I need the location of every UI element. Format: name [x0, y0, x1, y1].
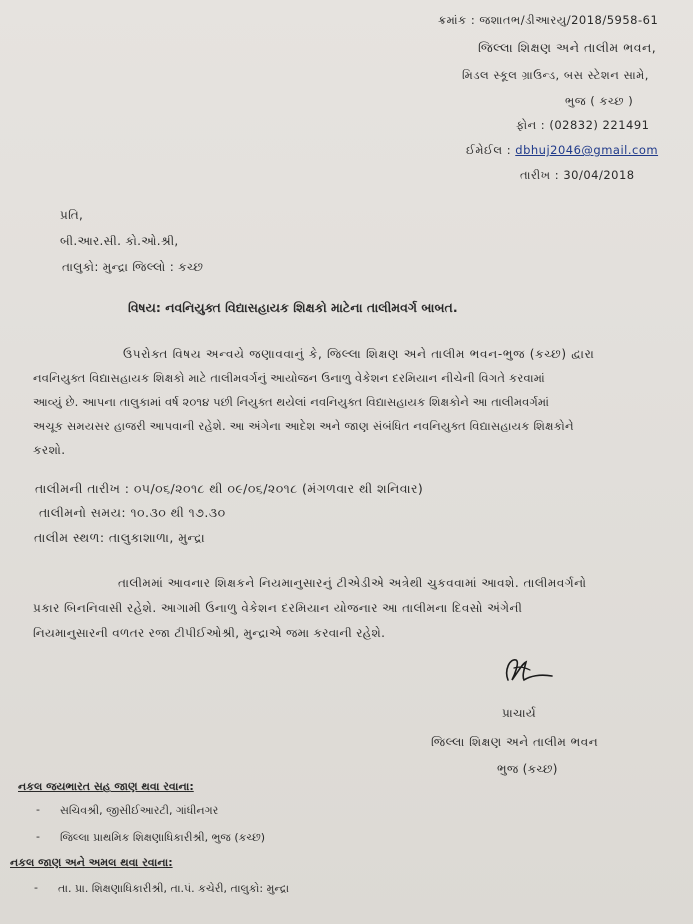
training-date: તાલીમની તારીખ : ૦૫/૦૬/૨૦૧૮ થી ૦૯/૦૬/૨૦૧૮ (મંગળવાર થી શનિવાર) [35, 481, 424, 496]
body1-line-3: આવ્યું છે. આપના તાલુકામાં વર્ષ ૨૦૧૪ પછી નિયુક્ત થયેલાં નવનિયુક્ત વિદ્યાસહાયક શિક્ષકોને આ તાલીમવર્ગમાં [33, 395, 550, 409]
date-line [520, 168, 635, 183]
copies-item-1: સચિવશ્રી, જીસીઈઆરટી, ગાંધીનગર [60, 804, 219, 817]
copies-heading-1: નકલ જયભારત સહ જાણ થવા રવાના: [18, 780, 194, 793]
body2-line-2: પ્રકાર બિનનિવાસી રહેશે. આગામી ઉનાળુ વેકેશન દરમિયાન યોજનાર આ તાલીમના દિવસો અંગેની [33, 601, 523, 615]
office-name: જિલ્લા શિક્ષણ અને તાલીમ ભવન, [478, 40, 657, 55]
office-city: ભુજ ( કચ્છ ) [565, 94, 634, 108]
copies-item-2: જિલ્લા પ્રાથમિક શિક્ષણાધિકારીશ્રી, ભુજ (કચ્છ) [60, 831, 266, 844]
training-place: તાલીમ સ્થળ: તાલુકાશાળા, મુન્દ્રા [34, 530, 206, 545]
body2-line-3: નિયમાનુસારની વળતર રજા ટીપીઈઓશ્રી, મુન્દ્રાએ જમા કરવાની રહેશે. [33, 626, 386, 640]
phone-label: ફોન : [516, 118, 546, 132]
body1-line-1: ઉપરોક્ત વિષય અન્વયે જણાવવાનું કે, જિલ્લા શિક્ષણ અને તાલીમ ભવન-ભુજ (કચ્છ) દ્વારા [123, 347, 595, 361]
copies-bullet: - [36, 830, 40, 843]
subject-line: વિષય: નવનિયુક્ત વિદ્યાસહાયક શિક્ષકો માટેના તાલીમવર્ગ બાબત. [128, 300, 458, 315]
copies-heading-2: નકલ જાણ અને અમલ થવા રવાના: [10, 856, 173, 869]
copies-bullet: - [36, 803, 40, 816]
phone-number: (02832) 221491 [549, 118, 650, 132]
email-line [466, 143, 658, 158]
body2-line-1: તાલીમમાં આવનાર શિક્ષકને નિયમાનુસારનું ટીએડીએ અત્રેથી ચુકવવામાં આવશે. તાલીમવર્ગનો [118, 576, 587, 590]
email-link[interactable]: dbhuj2046@gmail.com [515, 143, 659, 157]
copies-bullet: - [34, 881, 38, 894]
training-time: તાલીમનો સમય: ૧૦.૩૦ થી ૧૭.૩૦ [39, 505, 226, 520]
addressee-prati: પ્રતિ, [60, 208, 84, 222]
signatory-title: પ્રાચાર્ય [502, 706, 536, 720]
addressee-name: બી.આર.સી. કો.ઓ.શ્રી, [60, 234, 179, 248]
reference-number: ક્રમાંક : જશાતભ/ડીઆરયુ/2018/5958-61 [438, 13, 659, 27]
signature-mark [500, 650, 560, 690]
signatory-city: ભુજ (કચ્છ) [497, 762, 558, 776]
phone-line [516, 118, 649, 133]
signatory-office: જિલ્લા શિક્ષણ અને તાલીમ ભવન [431, 735, 599, 749]
addressee-place: તાલુકો: મુન્દ્રા જિલ્લો : કચ્છ [62, 260, 204, 274]
date-label: તારીખ : [520, 168, 560, 182]
email-label: ઈમેઈલ : [466, 143, 512, 157]
body1-line-2: નવનિયુક્ત વિદ્યાસહાયક શિક્ષકો માટે તાલીમવર્ગનું આયોજન ઉનાળુ વેકેશન દરમિયાન નીચેની વિગતે કરવામાં [33, 371, 545, 385]
letter-date: 30/04/2018 [563, 168, 635, 182]
office-address: મિડલ સ્કૂલ ગ્રાઉન્ડ, બસ સ્ટેશન સામે, [462, 68, 649, 82]
copies-item-3: તા. પ્રા. શિક્ષણાધિકારીશ્રી, તા.પં. કચેરી, તાલુકો: મુન્દ્રા [58, 882, 290, 895]
body1-line-4: અચૂક સમયસર હાજરી આપવાની રહેશે. આ અંગેના આદેશ અને જાણ સંબંધિત નવનિયુક્ત વિદ્યાસહાયક શિક્ષકોને [33, 419, 574, 433]
body1-line-5: કરશો. [33, 443, 66, 457]
